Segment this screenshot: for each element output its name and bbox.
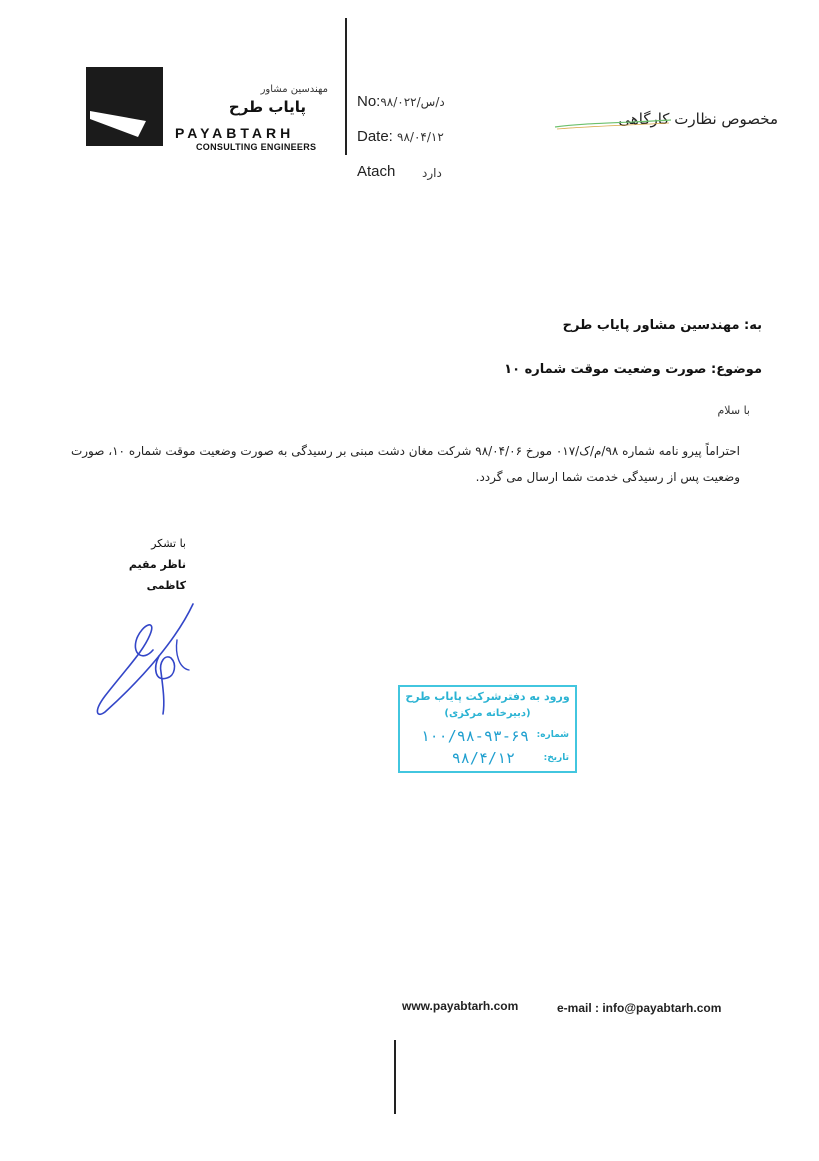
signature-thanks: با تشکر [151, 537, 186, 550]
stamp-number-value: ۱۰۰/۹۸-۹۳-۶۹ [420, 727, 529, 745]
stamp-date-value: ۹۸/۴/۱۲ [451, 749, 515, 767]
signature-role: ناظر مقیم [128, 558, 186, 571]
footer-divider [394, 1040, 396, 1114]
letter-number-label: No: [357, 93, 381, 110]
payabtarh-logo [86, 67, 163, 146]
stamp-subtitle: (دبیرخانه مرکزی) [444, 708, 531, 719]
stamp-title: ورود به دفترشرکت پایاب طرح [405, 690, 570, 703]
letter-body: احتراماً پیرو نامه شماره ۹۸/م/ک/۰۱۷ مورخ ۹۸/۰۴/۰۶ شرکت مغان دشت مبنی بر رسیدگی به صورت وضعیت موقت شماره ۱۰، صورت وضعیت پس از رسیدگی خدمت شما ارسال می گردد. [70, 444, 740, 484]
footer-website: www.payabtarh.com [402, 999, 519, 1013]
handwritten-signature [85, 598, 205, 723]
signature-block [100, 533, 186, 596]
letter-number-value: ۹۸/د/س/۰۲۲ [380, 95, 445, 109]
attachment-label: Atach [357, 163, 396, 180]
letter-recipient: به: مهندسین مشاور پایاب طرح [562, 318, 762, 333]
signature-name: کاظمی [146, 579, 186, 592]
stamp-date-label: تاریخ: [543, 753, 569, 763]
header-divider [345, 18, 347, 155]
footer-email: e-mail : info@payabtarh.com [557, 1001, 722, 1015]
company-tagline-en: CONSULTING ENGINEERS [196, 142, 317, 152]
letter-date-value: ۹۸/۰۴/۱۲ [397, 130, 444, 144]
letter-attachment [357, 163, 395, 180]
stamp-number-label: شماره: [536, 730, 569, 740]
letter-subject: موضوع: صورت وضعیت موقت شماره ۱۰ [504, 362, 762, 377]
company-name-fa: پایاب طرح [228, 98, 306, 116]
company-subtitle-fa: مهندسین مشاور [260, 84, 328, 95]
site-supervision-note: مخصوص نظارت کارگاهی [618, 110, 778, 128]
note-underline [553, 118, 673, 132]
attachment-value: دارد [422, 166, 442, 180]
letter-date [357, 128, 444, 145]
incoming-stamp [398, 685, 577, 773]
company-name-en: PAYABTARH [175, 125, 295, 141]
letter-greeting: با سلام [717, 404, 750, 417]
letter-date-label: Date: [357, 128, 393, 145]
letter-number [357, 93, 445, 110]
